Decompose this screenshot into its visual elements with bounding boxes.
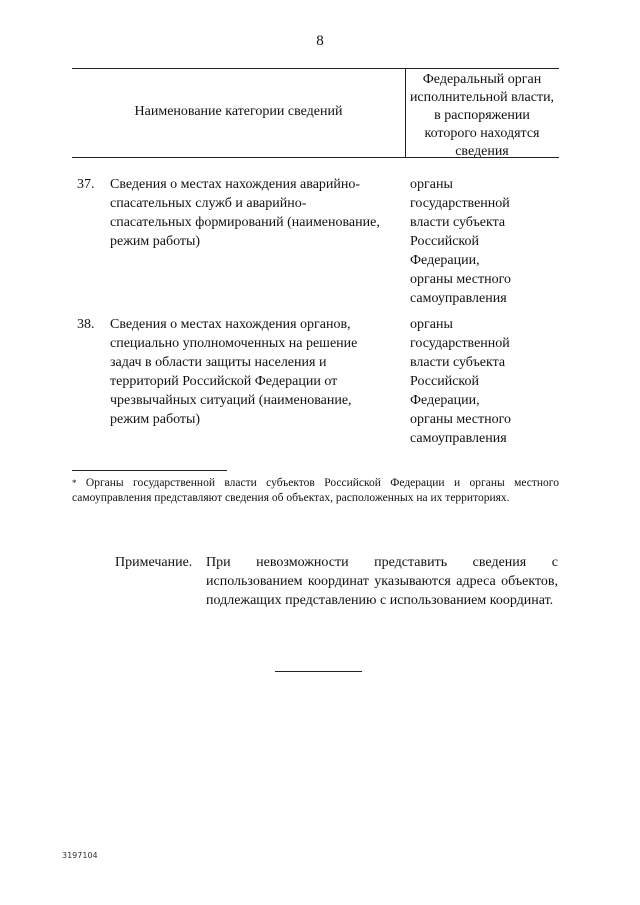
row-37-number: 37. (77, 177, 95, 192)
header-bottom-rule (72, 157, 559, 158)
header-category: Наименование категории сведений (134, 104, 343, 119)
footnote-mark: * (72, 478, 77, 488)
note-text: При невозможности представить сведения с использованием координат указываются адреса объектов, подлежащих представлению с использованием координат. (206, 555, 558, 608)
document-code: 3197104 (62, 851, 98, 860)
row-37-category: Сведения о местах нахождения аварийно- спасательных служб и аварийно- спасательных формирований (наименование, режим работы) (110, 177, 380, 249)
end-rule (275, 671, 362, 672)
table-top-rule (72, 68, 559, 69)
row-38-authority: органы государственной власти субъекта Российской Федерации, органы местного самоуправления (410, 317, 511, 446)
footnote-separator (72, 470, 227, 471)
footnote (72, 476, 559, 506)
row-37-authority: органы государственной власти субъекта Российской Федерации, органы местного самоуправления (410, 177, 511, 306)
row-38-category: Сведения о местах нахождения органов, специально уполномоченных на решение задач в области защиты населения и территорий Российской Федерации от чрезвычайных ситуаций (наименование, режим работы) (110, 317, 358, 427)
note-label: Примечание. (115, 555, 193, 570)
header-authority: Федеральный орган исполнительной власти, в распоряжении которого находятся сведения (409, 72, 555, 159)
page-number: 8 (316, 33, 324, 49)
footnote-text: Органы государственной власти субъектов Российской Федерации и органы местного самоуправления представляют сведения об объектах, расположенных на их территориях. (72, 477, 559, 504)
row-38-number: 38. (77, 317, 95, 332)
